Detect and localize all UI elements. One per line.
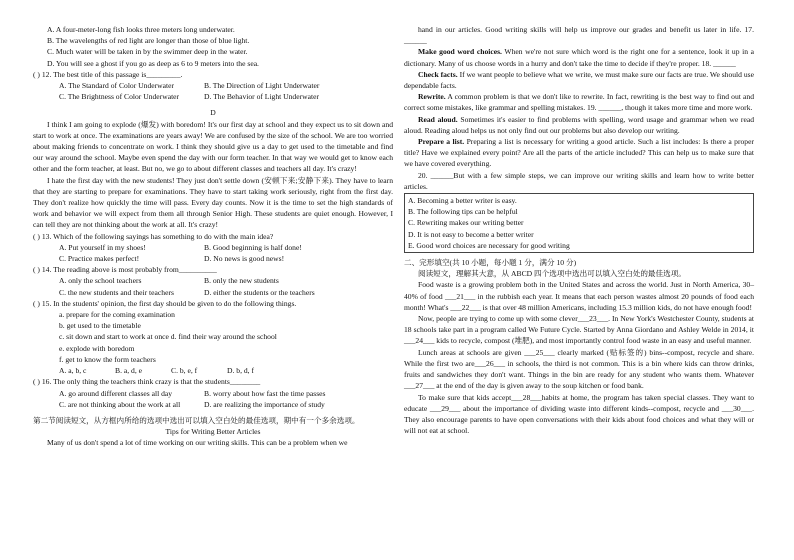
question-13-options-2 [33, 253, 393, 264]
tip-heading: Read aloud. [418, 114, 458, 124]
cloze-paragraph-4: To make sure that kids accept___28___habits at home, the program has taken special classes. They want to educate ___29___ about the importance of dividing waste into different kinds--compost, recycle and ___30___. They also encourage parents to have open conversations with their kids about food choices and what they will or will not eat at school. [404, 392, 754, 436]
question-14-options-2 [33, 287, 393, 298]
tip-heading: Check facts. [418, 69, 458, 79]
tips-paragraph-closing: 20. ______But with a few simple steps, we can improve our writing skills and learn how to write better articles. [404, 170, 754, 191]
question-15-stem: ( ) 15. In the students' opinion, the first day should be given to do the following things. [33, 298, 297, 308]
q16-option-a: A. go around different classes all day [59, 388, 173, 398]
q15-item: e. explode with boredom [59, 343, 135, 353]
section-d-heading: D [210, 108, 216, 118]
tip-heading: Make good word choices. [418, 47, 502, 57]
question-12-stem: ( ) 12. The best title of this passage is_________. [33, 69, 183, 79]
q13-option-a: A. Put yourself in my shoes! [59, 242, 146, 252]
q15-item: f. get to know the form teachers [59, 354, 156, 364]
box-option-a: A. Becoming a better writer is easy. [408, 196, 517, 206]
tips-paragraph-read-aloud [404, 114, 754, 136]
tips-intro: Many of us don't spend a lot of time working on our writing skills. This can be a problem when we [47, 438, 348, 448]
question-13-options [33, 242, 393, 253]
tip-body: When we're not sure which word is the right one for a sentence, look it up in a dictionary. Many of us choose words in a hurry and don't take the time to decide if they're proper. 18. ______ [404, 47, 755, 68]
question-12-options [33, 80, 393, 91]
cloze-paragraph-2: Now, people are trying to come up with some clever___23___. In New York's Westchester County, students at 18 schools take part in a program called We Future Cycle. Started by Anna Giordano and Ashley Welde in 2014, it ___24___ kids to recycle, compost (堆肥), and most importantly control food waste in an easy and useful manner. [404, 314, 754, 346]
q15-option-c: C. b, e, f [171, 366, 198, 376]
tip-heading: Prepare a list. [418, 137, 465, 147]
q15-option-b: B. a, d, e [115, 366, 142, 376]
q16-option-b: B. worry about how fast the time passes [204, 388, 326, 398]
cloze-paragraph-1: Food waste is a growing problem both in the United States and across the world. Just in North America, 30–40% of food ___21___ in the rubbish each year. It means that each person wastes almost 20 pounds of food each month! What's ___22___ is that over 48 million Americans, including 15.3 million kids, do not have enough food! [404, 280, 754, 312]
option-c: C. Much water will be taken in by the swimmer deep in the water. [47, 47, 248, 57]
q12-option-d: D. The Behavior of Light Underwater [204, 92, 319, 102]
question-16-options-2 [33, 399, 393, 410]
box-option-b: B. The following tips can be helpful [408, 207, 518, 217]
section-2-heading: 第二节阅读短文，从方框内所给的选项中选出可以填入空白处的最佳选项，期中有一个多余选项。 [33, 415, 360, 425]
left-column [33, 24, 393, 449]
question-12-options-2 [33, 91, 393, 102]
question-16-stem: ( ) 16. The only thing the teachers think crazy is that the students________ [33, 377, 261, 387]
q14-option-c: C. the new students and their teachers [59, 287, 174, 297]
tip-heading: Rewrite. [418, 92, 446, 102]
q15-item: c. sit down and start to work at once d. find their way around the school [59, 332, 277, 342]
q16-option-d: D. are realizing the importance of study [204, 399, 325, 409]
tips-paragraph-prepare-list [404, 136, 754, 170]
cloze-paragraph-3: Lunch areas at schools are given ___25___ clearly marked (贴标签的) bins--compost, recycle and share. While the first two are___26___ in schools, the third is not common. This is a bin where kids can throw drinks, fruits and sandwiches they don't want. Things in the bin are ready for any student who wants them. Whatever ___27___ at the end of the day is given away to the soup kitchen or food bank. [404, 347, 754, 391]
q14-option-b: B. only the new students [204, 276, 279, 286]
tips-paragraph-check-facts [404, 69, 754, 91]
q14-option-d: D. either the students or the teachers [204, 287, 315, 297]
q13-option-d: D. No news is good news! [204, 254, 285, 264]
question-15-options [33, 365, 393, 376]
tips-paragraph-rewrite [404, 91, 754, 113]
q15-item: b. get used to the timetable [59, 321, 141, 331]
q15-option-d: D. b, d, f [227, 366, 254, 376]
tips-paragraph-1: hand in our articles. Good writing skills will help us improve our grades and benefit us later in life. 17. ______ [404, 25, 754, 46]
tips-paragraph-word-choice [404, 46, 754, 68]
passage-d-paragraph-1: I think I am going to explode (爆发) with boredom! It's our first day at school and they expect us to sit down and start to work at once. The examinations are years away! We are confused by the size of the school. We are too worried about making friends to concentrate on work. I think they should give us a day to get used to the timetable and find our way around the school. Maybe even spend the day with our form teacher. In that way we would get to know each other and the form teacher, at least. But no, we go to about different classes and teachers all day. It's crazy! [33, 119, 393, 174]
cloze-heading: 二、完形填空(共 10 小题，每小题 1 分，满分 10 分) [404, 258, 577, 268]
tip-body: If we want people to believe what we write, we must make sure our facts are true. We should use dependable facts. [404, 69, 754, 91]
question-14-stem: ( ) 14. The reading above is most probably from__________ [33, 265, 217, 275]
q15-option-a: A. a, b, c [59, 366, 87, 376]
tip-body: Preparing a list is necessary for writing a good article. Such a list includes: Is there a proper title? Have we explained every point? Are all the parts of the article included? This can help us to make sure that we have covered everything. [404, 137, 754, 169]
tips-title: Tips for Writing Better Articles [165, 427, 261, 437]
options-box [404, 193, 754, 253]
box-option-d: D. It is not easy to become a better writer [408, 229, 534, 239]
box-option-c: C. Rewriting makes our writing better [408, 218, 524, 228]
cloze-instructions: 阅读短文，理解其大意，从 ABCD 四个选项中选出可以填入空白处的最佳选项。 [418, 269, 686, 279]
q13-option-b: B. Good beginning is half done! [204, 242, 302, 252]
option-d: D. You will see a ghost if you go as deep as 6 to 9 meters into the sea. [47, 58, 259, 68]
right-column [404, 24, 754, 436]
question-13-stem: ( ) 13. Which of the following sayings has something to do with the main idea? [33, 231, 274, 241]
q13-option-c: C. Practice makes perfect! [59, 254, 140, 264]
option-a: A. A four-meter-long fish looks three meters long underwater. [47, 25, 235, 34]
q16-option-c: C. are not thinking about the work at all [59, 399, 181, 409]
q12-option-b: B. The Direction of Light Underwater [204, 81, 320, 91]
q12-option-c: C. The Brightness of Color Underwater [59, 92, 180, 102]
option-b: B. The wavelengths of red light are longer than those of blue light. [47, 36, 250, 46]
q12-option-a: A. The Standard of Color Underwater [59, 81, 174, 91]
q14-option-a: A. only the school teachers [59, 276, 142, 286]
tip-body: A common problem is that we don't like to rewrite. In fact, rewriting is the best way to find out and correct some mistakes, like grammar and spelling mistakes. 19. ______, though it takes more time and more work. [404, 92, 754, 113]
question-14-options [33, 275, 393, 286]
q15-item: a. prepare for the coming examination [59, 310, 175, 320]
question-16-options [33, 388, 393, 399]
box-option-e: E. Good word choices are necessary for good writing [408, 240, 570, 250]
tip-body: Sometimes it's easier to find problems with spelling, word usage and grammar when we read aloud. Reading aloud helps us not only find out our problems but also develop our writing. [404, 114, 754, 135]
passage-d-paragraph-2: I hate the first day with the new students! They just don't settle down (安顿下来;安静下来). They have to learn that they are starting to prepare for examinations. They have to start taking work seriously, right from the first day. They don't realize how quickly the time will pass. Every day counts. Now it is the time to set the high standards of work and behavior we will expect from them all through Senior High. These students are quiet enough. However, I can tell they are not thinking about the work at all. It's crazy! [33, 175, 393, 230]
